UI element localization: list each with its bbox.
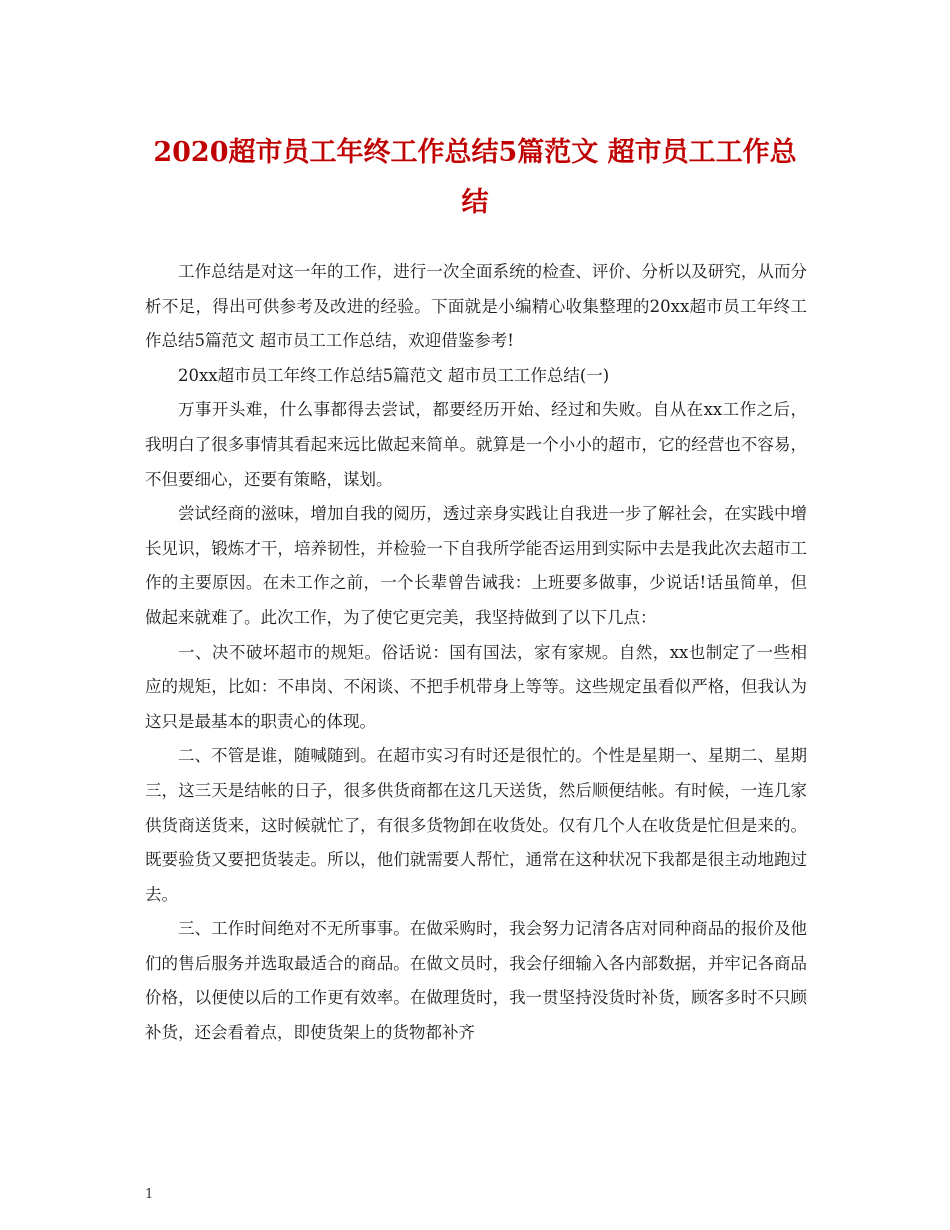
paragraph: 三、工作时间绝对不无所事事。在做采购时，我会努力记清各店对同种商品的报价及他们的售后服务并选取最适合的商品。在做文员时，我会仔细输入各内部数据，并牢记各商品价格，以便使以后的工作更有效率。在做理货时，我一贯坚持没货时补货，顾客多时不只顾补货，还会看着点，即使货架上的货物都补齐 xyxy=(145,919,807,1043)
paragraph: 二、不管是谁，随喊随到。在超市实习有时还是很忙的。个性是星期一、星期二、星期三，这三天是结帐的日子，很多供货商都在这几天送货，然后顺便结帐。有时候，一连几家供货商送货来，这时候就忙了，有很多货物卸在收货处。仅有几个人在收货是忙但是来的。既要验货又要把货装走。所以，他们就需要人帮忙，通常在这种状况下我都是很主动地跑过去。 xyxy=(145,746,807,904)
document-body xyxy=(145,255,807,1051)
page-number: 1 xyxy=(145,1187,154,1202)
section-heading: 20xx超市员工年终工作总结5篇范文 超市员工工作总结(一) xyxy=(178,365,610,385)
paragraph: 一、决不破坏超市的规矩。俗话说：国有国法，家有家规。自然，xx也制定了一些相应的规矩，比如：不串岗、不闲谈、不把手机带身上等等。这些规定虽看似严格，但我认为这只是最基本的职责心的体现。 xyxy=(145,642,807,731)
paragraph: 尝试经商的滋味，增加自我的阅历，透过亲身实践让自我进一步了解社会，在实践中增长见识，锻炼才干，培养韧性，并检验一下自我所学能否运用到实际中去是我此次去超市工作的主要原因。在未工作之前，一个长辈曾告诫我：上班要多做事，少说话!话虽简单，但做起来就难了。此次工作，为了使它更完美，我坚持做到了以下几点： xyxy=(145,504,807,627)
paragraph: 万事开头难，什么事都得去尝试，都要经历开始、经过和失败。自从在xx工作之后，我明白了很多事情其看起来远比做起来简单。就算是一个小小的超市，它的经营也不容易，不但要细心，还要有策略，谋划。 xyxy=(145,400,807,489)
document-title: 2020超市员工年终工作总结5篇范文 超市员工工作总结 xyxy=(153,137,797,218)
paragraph-intro: 工作总结是对这一年的工作，进行一次全面系统的检查、评价、分析以及研究，从而分析不足，得出可供参考及改进的经验。下面就是小编精心收集整理的20xx超市员工年终工作总结5篇范文 超市员工工作总结，欢迎借鉴参考! xyxy=(145,262,807,351)
